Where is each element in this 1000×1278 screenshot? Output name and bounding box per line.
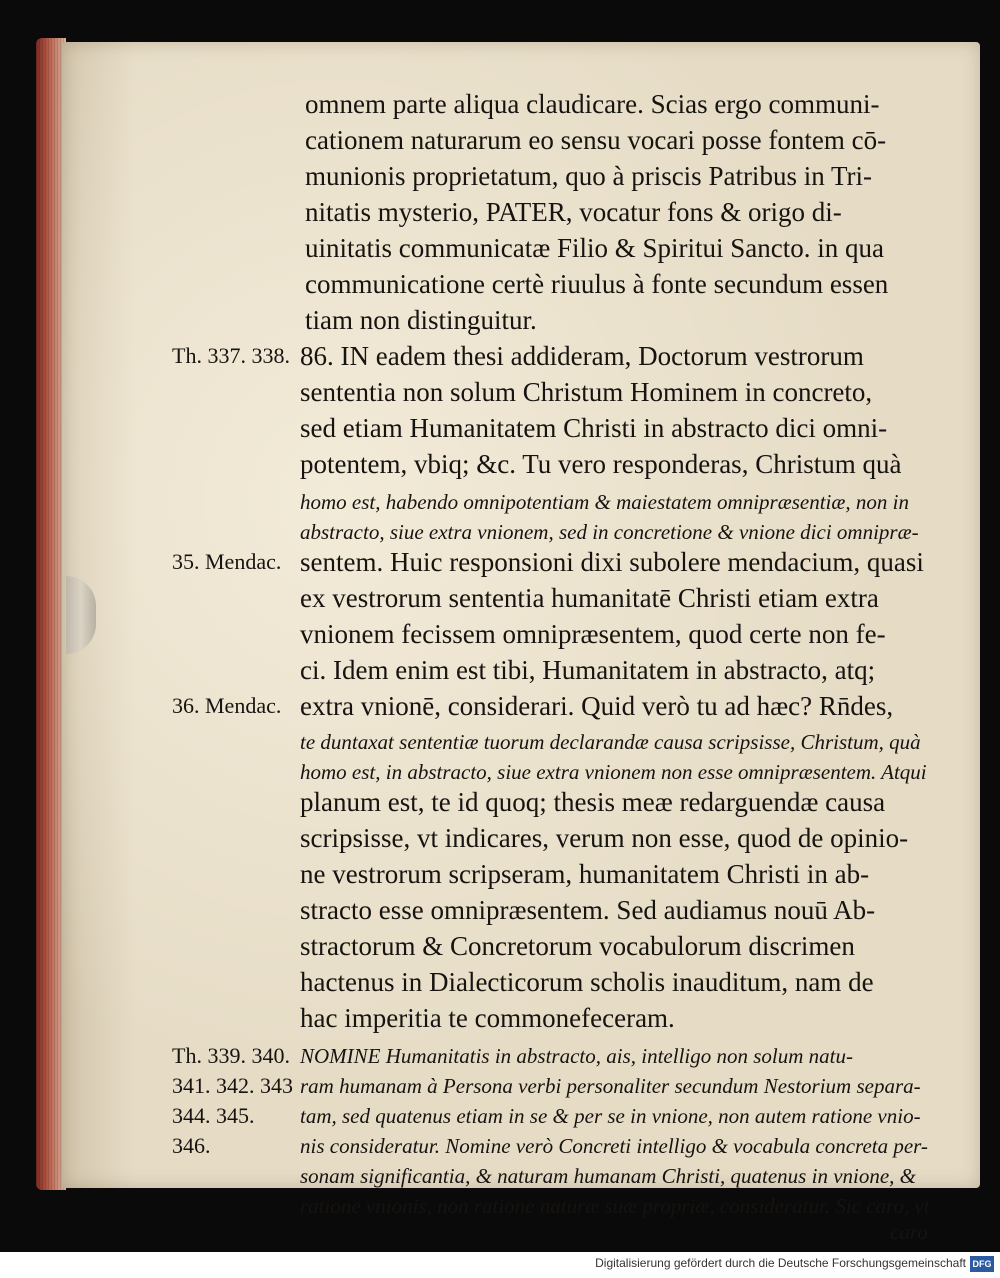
text-line: ci. Idem enim est tibi, Humanitatem in abstracto, atq; <box>300 655 876 685</box>
text-line: stractorum & Concretorum vocabulorum discrimen <box>300 931 855 961</box>
margin-note: 341. 342. 343 <box>172 1073 293 1098</box>
text-line: sententia non solum Christum Hominem in concreto, <box>300 377 873 407</box>
text-line: hac imperitia te commonefeceram. <box>300 1003 675 1033</box>
text-line: stracto esse omnipræsentem. Sed audiamus nouū Ab- <box>300 895 876 925</box>
margin-note: Th. 339. 340. <box>172 1043 290 1068</box>
text-line: omnem parte aliqua claudicare. Scias ergo communi- <box>305 89 880 119</box>
text-line: nitatis mysterio, PATER, vocatur fons & origo di- <box>305 197 842 227</box>
text-line-italic: ratione vnionis, non ratione naturæ suæ propriæ, consideratur. Sic caro, vt <box>300 1194 930 1218</box>
text-line: 86. IN eadem thesi addideram, Doctorum vestrorum <box>300 341 864 371</box>
text-line-italic: ram humanam à Persona verbi personaliter secundum Nestorium separa- <box>300 1074 921 1098</box>
text-line: planum est, te id quoq; thesis meæ redarguendæ causa <box>300 787 886 817</box>
text-line-italic: te duntaxat sententiæ tuorum declarandæ causa scripsisse, Christum, quà <box>300 730 921 754</box>
margin-note: Th. 337. 338. <box>172 343 290 368</box>
text-line: vnionem fecissem omnipræsentem, quod certe non fe- <box>300 619 886 649</box>
footer-credit: Digitalisierung gefördert durch die Deutsche Forschungsgemeinschaft <box>595 1256 966 1270</box>
text-line: tiam non distinguitur. <box>305 305 537 335</box>
text-line: sentem. Huic responsioni dixi subolere mendacium, quasi <box>300 547 924 577</box>
text-line: sed etiam Humanitatem Christi in abstracto dici omni- <box>300 413 888 443</box>
text-line: extra vnionē, considerari. Quid verò tu ad hæc? Rn̄des, <box>300 691 894 721</box>
text-line: ne vestrorum scripseram, humanitatem Christi in ab- <box>300 859 870 889</box>
text-line-italic: tam, sed quatenus etiam in se & per se in vnione, non autem ratione vnio- <box>300 1104 921 1128</box>
margin-note: 344. 345. <box>172 1103 255 1128</box>
margin-note: 346. <box>172 1133 211 1158</box>
text-line: uinitatis communicatæ Filio & Spiritui Sancto. in qua <box>305 233 884 263</box>
text-line-italic: sonam significantia, & naturam humanam Christi, quatenus in vnione, & <box>300 1164 917 1188</box>
text-line: scripsisse, vt indicares, verum non esse, quod de opinio- <box>300 823 909 853</box>
text-line: munionis proprietatum, quo à priscis Patribus in Tri- <box>305 161 872 191</box>
dfg-logo: DFG <box>970 1256 994 1272</box>
text-line-italic: nis consideratur. Nomine verò Concreti intelligo & vocabula concreta per- <box>300 1134 928 1158</box>
text-line: potentem, vbiq; &c. Tu vero responderas, Christum quà <box>300 449 902 479</box>
text-line-italic: homo est, in abstracto, siue extra vnionem non esse omnipræsentem. Atqui <box>300 760 927 784</box>
text-line: ex vestrorum sententia humanitatē Christi etiam extra <box>300 583 879 613</box>
text-line: communicatione certè riuulus à fonte secundum essen <box>305 269 889 299</box>
text-line-italic: NOMINE Humanitatis in abstracto, ais, intelligo non solum natu- <box>300 1044 854 1068</box>
text-line: cationem naturarum eo sensu vocari posse fontem cō- <box>305 125 887 155</box>
text-line-italic: abstracto, siue extra vnionem, sed in concretione & vnione dici omnipræ- <box>300 520 919 544</box>
text-line-italic: homo est, habendo omnipotentiam & maiestatem omnipræsentiæ, non in <box>300 490 909 514</box>
margin-note: 36. Mendac. <box>172 693 282 718</box>
margin-note: 35. Mendac. <box>172 549 282 574</box>
footer-bar <box>0 1252 1000 1278</box>
catchword: caro <box>890 1220 928 1244</box>
text-line: hactenus in Dialecticorum scholis inauditum, nam de <box>300 967 874 997</box>
